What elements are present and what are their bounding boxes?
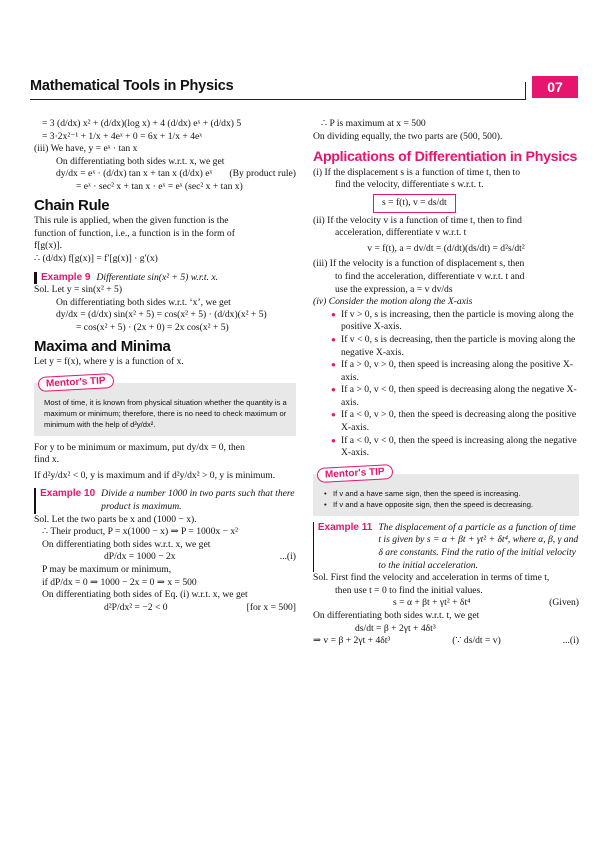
header-divider (525, 82, 526, 100)
bullet-icon: • (324, 499, 327, 509)
bullet-icon: ● (331, 410, 336, 420)
mentor-tip-box (34, 375, 296, 436)
section-heading-maxima: Maxima and Minima (34, 337, 171, 355)
equation-line: v = f(t), a = dv/dt = (d/dt)(ds/dt) = d²s/dt² (367, 242, 525, 254)
equation-row (313, 597, 579, 610)
bullet-text: If a > 0, v < 0, then speed is decreasing along the negative X-axis. (341, 384, 577, 408)
equation-line: ⇒ v = β + 2γt + 4δt³ (313, 635, 391, 647)
text-line: ∴ P is maximum at x = 500 (321, 118, 426, 129)
bullet-item (313, 359, 579, 384)
mentor-tip-box (313, 466, 579, 516)
paragraph-line: If d²y/dx² < 0, y is maximum and if d²y/dx² > 0, y is minimum. (34, 469, 276, 481)
solution-line: = cos(x² + 5) · (2x + 0) = 2x cos(x² + 5) (76, 321, 229, 333)
example-marker (34, 272, 37, 285)
mentor-tip-text: If v and a have same sign, then the speed is increasing. (333, 488, 521, 498)
equation-line: d²P/dx² = −2 < 0 (104, 601, 168, 613)
example-marker (34, 488, 36, 513)
equation-line: = 3·2x²⁻¹ + 1/x + 4eˣ + 0 = 6x + 1/x + 4eˣ (42, 130, 203, 142)
bullet-item (313, 309, 579, 334)
equation-row (34, 168, 296, 181)
header-rule (30, 99, 526, 100)
mentor-tip-item (323, 499, 571, 510)
equation-tag: ...(i) (562, 635, 579, 647)
bullet-text: If a < 0, v < 0, then the speed is increasing along the negative X-axis. (341, 434, 577, 459)
equation-line: s = α + βt + γt² + δt⁴ (393, 597, 471, 609)
right-column (313, 118, 579, 648)
bullet-text: If v < 0, s is decreasing, then the particle is moving along the negative X-axis. (341, 333, 576, 358)
equation-line: ds/dt = β + 2γt + 4δt³ (355, 622, 436, 634)
bullet-text: If a < 0, v > 0, then the speed is decreasing along the positive X-axis. (341, 409, 577, 434)
bullet-icon: ● (331, 334, 336, 344)
page-header (30, 74, 578, 100)
bullet-text: If v > 0, s is increasing, then the particle is moving along the positive X-axis. (341, 308, 574, 333)
solution-line: Sol. First find the velocity and acceleration in terms of time t, (313, 572, 550, 584)
example-question: Differentiate sin(x² + 5) w.r.t. x. (96, 271, 219, 283)
text-line: (iii) We have, y = eˣ · tan x (34, 143, 138, 155)
page-number: 07 (532, 76, 578, 98)
mentor-tip-badge: Mentor's TIP (317, 464, 393, 483)
solution-line: Sol. Let y = sin(x² + 5) (34, 284, 123, 296)
solution-line: On differentiating both sides w.r.t. x, we get (42, 538, 211, 550)
paragraph-line: function of function, i.e., a function is in the form of (34, 227, 235, 239)
list-item: to find the acceleration, differentiate v w.r.t. t and (335, 270, 525, 282)
paragraph-line: For y to be minimum or maximum, put dy/dx = 0, then (34, 441, 245, 453)
solution-line: dy/dx = (d/dx) sin(x² + 5) = cos(x² + 5) · (d/dx)(x² + 5) (56, 309, 267, 321)
equation-row (34, 551, 296, 564)
bullet-item (313, 334, 579, 359)
equation-tag: ...(i) (279, 551, 296, 563)
chapter-title: Mathematical Tools in Physics (30, 78, 234, 94)
equation-note: [for x = 500] (246, 601, 296, 613)
equation-note: (∵ ds/dt = v) (452, 635, 501, 647)
chain-rule-formula: ∴ (d/dx) f[g(x)] = f′[g(x)] · g′(x) (34, 252, 158, 264)
bullet-text: If a > 0, v > 0, then speed is increasing along the positive X-axis. (341, 359, 573, 383)
list-item: (iii) If the velocity is a function of displacement s, then (313, 258, 525, 270)
paragraph-line: Let y = f(x), where y is a function of x. (34, 356, 184, 368)
bullet-item (313, 435, 579, 460)
paragraph-line: This rule is applied, when the given function is the (34, 215, 229, 227)
solution-line: if dP/dx = 0 ⇒ 1000 − 2x = 0 ⇒ x = 500 (42, 576, 197, 588)
bullet-item (313, 384, 579, 409)
bullet-icon: ● (331, 435, 336, 445)
mentor-tip-item (323, 488, 571, 499)
solution-line: On differentiating both sides w.r.t. ‘x’, we get (56, 296, 231, 308)
bullet-icon: ● (331, 385, 336, 395)
example-label: Example 10 (40, 488, 96, 500)
solution-line: then use t = 0 to find the initial values. (335, 584, 483, 596)
example-9 (34, 272, 296, 285)
mentor-tip-badge: Mentor's TIP (38, 373, 114, 392)
equation-line: = eˣ · sec² x + tan x · eˣ = eˣ (sec² x + tan x) (76, 180, 243, 192)
solution-line: ∴ Their product, P = x(1000 − x) ⇒ P = 1000x − x² (42, 526, 239, 538)
equation-line: dy/dx = eˣ · (d/dx) tan x + tan x (d/dx) eˣ (56, 168, 213, 180)
list-item: (i) If the displacement s is a function of time t, then to (313, 166, 521, 178)
left-column (34, 118, 296, 614)
list-item: acceleration, differentiate v w.r.t. t (335, 227, 467, 239)
solution-line: Sol. Let the two parts be x and (1000 − x). (34, 513, 197, 525)
list-item: find the velocity, differentiate s w.r.t. t. (335, 179, 484, 191)
equation-note: (Given) (549, 597, 579, 609)
equation-line: = 3 (d/dx) x² + (d/dx)(log x) + 4 (d/dx) eˣ + (d/dx) 5 (42, 118, 242, 129)
section-heading-applications: Applications of Differentiation in Physics (313, 149, 578, 166)
solution-line: On differentiating both sides of Eq. (i) w.r.t. x, we get (42, 589, 248, 601)
solution-line: P may be maximum or minimum, (42, 564, 172, 576)
example-label: Example 11 (317, 521, 373, 533)
list-item: (ii) If the velocity v is a function of time t, then to find (313, 214, 522, 226)
bullet-icon: • (324, 488, 327, 498)
bullet-item (313, 409, 579, 434)
equation-row (313, 635, 579, 648)
example-10 (34, 488, 296, 513)
mentor-tip-text: Most of time, it is known from physical situation whether the quantity is a maximum or minimum; therefore, there is no need to check maximum or minimum with the help of d²y/dx². (44, 397, 287, 429)
example-marker (313, 522, 314, 572)
formula-box: s = f(t), v = ds/dt (373, 194, 456, 213)
equation-row (34, 602, 296, 615)
section-heading-chain-rule: Chain Rule (34, 196, 110, 214)
bullet-icon: ● (331, 360, 336, 370)
example-question: The displacement of a particle as a function of time t is given by s = α + βt + γt² + δt⁴, where α, β, γ and δ are constants. Find the ratio of the initial velocity to the initial acceleration. (378, 521, 579, 571)
mentor-tip-text: If v and a have opposite sign, then the speed is decreasing. (333, 499, 534, 509)
list-item: use the expression, a = v dv/ds (335, 283, 453, 295)
example-label: Example 9 (41, 271, 91, 283)
text-line: On differentiating both sides w.r.t. x, we get (56, 155, 225, 167)
list-item: (iv) Consider the motion along the X-axis (313, 296, 473, 308)
equation-line: dP/dx = 1000 − 2x (104, 551, 176, 563)
example-11 (313, 522, 579, 572)
paragraph-line: find x. (34, 454, 60, 466)
solution-line: On differentiating both sides w.r.t. t, we get (313, 610, 480, 621)
equation-note: (By product rule) (229, 168, 296, 180)
bullet-icon: ● (331, 309, 336, 319)
example-question: Divide a number 1000 in two parts such that there product is maximum. (101, 488, 295, 513)
paragraph-line: f[g(x)]. (34, 240, 62, 252)
text-line: On dividing equally, the two parts are (500, 500). (313, 130, 503, 142)
